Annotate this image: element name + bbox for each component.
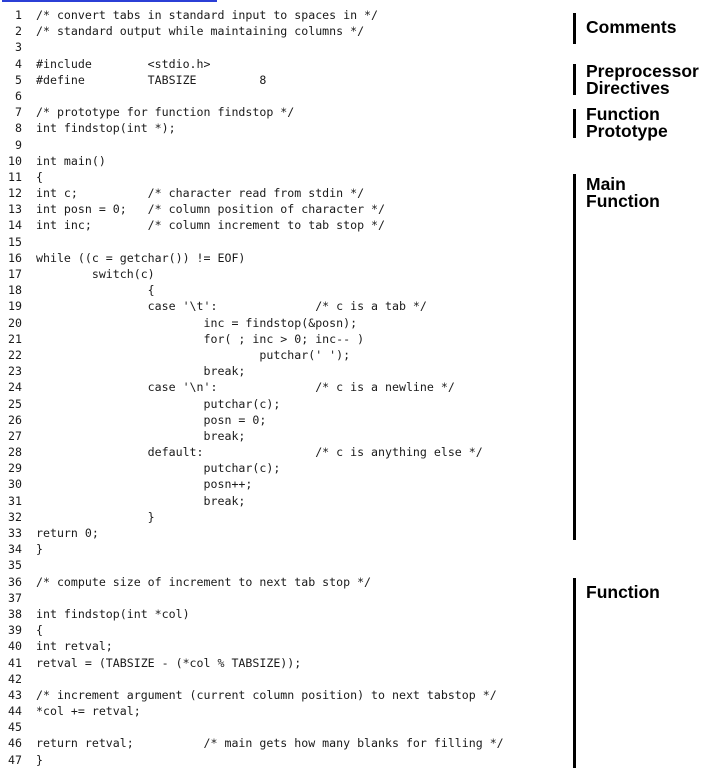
line-number: 32: [8, 509, 22, 524]
main-function-label: Main Function: [586, 174, 660, 211]
code-line: [0, 72, 600, 88]
code-line: [0, 606, 600, 622]
code-line: [0, 298, 600, 314]
line-number: 33: [8, 526, 22, 540]
code-text: }: [36, 542, 43, 557]
line-number: 26: [8, 412, 22, 427]
line-number: 11: [8, 169, 22, 184]
code-line: [0, 120, 600, 136]
line-number: 1: [15, 8, 22, 22]
code-text: int inc; /* column increment to tab stop */: [36, 218, 386, 233]
main-function-bracket: [573, 174, 576, 540]
line-number: 46: [8, 736, 22, 751]
line-number: 41: [8, 655, 22, 670]
code-line: [0, 541, 600, 557]
code-line: [0, 525, 600, 541]
code-line: [0, 476, 600, 492]
code-text: int posn = 0; /* column position of character */: [36, 202, 386, 217]
code-line: [0, 23, 600, 39]
code-line: [0, 460, 600, 476]
code-line: [0, 703, 600, 719]
code-text: putchar(' ');: [36, 347, 351, 362]
code-text: }: [36, 752, 43, 767]
line-number: 7: [15, 105, 22, 120]
code-text: inc = findstop(&posn);: [36, 315, 358, 330]
code-line: [0, 234, 600, 250]
line-number: 31: [8, 493, 22, 508]
line-number: 43: [8, 687, 22, 702]
code-text: posn = 0;: [36, 412, 267, 427]
code-line: [0, 428, 600, 444]
line-number: 27: [8, 428, 22, 443]
line-number: 6: [15, 88, 22, 103]
code-text: switch(c): [36, 267, 155, 281]
code-text: int retval;: [36, 639, 113, 654]
code-text: int c; /* character read from stdin */: [36, 186, 365, 201]
line-number: 42: [8, 671, 22, 686]
code-text: /* convert tabs in standard input to spaces in */: [36, 8, 379, 22]
comments-label: Comments: [586, 17, 677, 37]
line-number: 45: [8, 720, 22, 735]
code-text: return 0;: [36, 526, 99, 540]
line-number: 36: [8, 574, 22, 589]
code-text: break;: [36, 364, 246, 379]
code-text: /* increment argument (current column position) to next tabstop */: [36, 687, 497, 702]
code-line: [0, 493, 600, 509]
prototype-label: Function Prototype: [586, 104, 668, 141]
line-number: 13: [8, 202, 22, 217]
function-bracket: [573, 578, 576, 768]
code-text: {: [36, 169, 43, 184]
line-number: 37: [8, 590, 22, 605]
code-text: /* compute size of increment to next tab stop */: [36, 574, 372, 589]
line-number: 44: [8, 704, 22, 719]
code-line: [0, 88, 600, 104]
code-line: [0, 379, 600, 395]
code-line: [0, 687, 600, 703]
code-text: {: [36, 283, 155, 298]
code-line: [0, 396, 600, 412]
code-text: int findstop(int *);: [36, 121, 176, 136]
code-line: [0, 315, 600, 331]
line-number: 22: [8, 347, 22, 362]
code-line: [0, 250, 600, 266]
code-text: }: [36, 509, 155, 524]
line-number: 14: [8, 218, 22, 233]
code-line: [0, 735, 600, 751]
code-line: [0, 282, 600, 298]
line-number: 23: [8, 364, 22, 379]
code-text: int main(): [36, 153, 106, 168]
line-number: 20: [8, 315, 22, 330]
line-number: 2: [15, 24, 22, 39]
code-line: [0, 509, 600, 525]
code-text: while ((c = getchar()) != EOF): [36, 250, 246, 265]
line-number: 38: [8, 606, 22, 621]
code-listing: [0, 7, 600, 768]
line-number: 12: [8, 186, 22, 201]
code-text: return retval; /* main gets how many blanks for filling */: [36, 736, 504, 751]
code-line: [0, 331, 600, 347]
line-number: 17: [8, 267, 22, 281]
code-line: [0, 137, 600, 153]
code-line: [0, 169, 600, 185]
comments-bracket: [573, 13, 576, 44]
code-text: putchar(c);: [36, 461, 281, 476]
code-line: [0, 347, 600, 363]
code-text: putchar(c);: [36, 396, 281, 411]
line-number: 21: [8, 331, 22, 346]
line-number: 3: [15, 40, 22, 55]
line-number: 47: [8, 752, 22, 767]
code-text: {: [36, 623, 43, 638]
code-line: [0, 217, 600, 233]
code-line: [0, 655, 600, 671]
preprocessor-bracket: [573, 64, 576, 95]
prototype-bracket: [573, 109, 576, 138]
function-label: Function: [586, 582, 660, 602]
code-text: case '\n': /* c is a newline */: [36, 380, 455, 395]
code-line: [0, 444, 600, 460]
code-line: [0, 56, 600, 72]
line-number: 34: [8, 542, 22, 557]
code-line: [0, 412, 600, 428]
line-number: 35: [8, 558, 22, 573]
code-line: [0, 574, 600, 590]
code-line: [0, 7, 600, 23]
preprocessor-label: Preprocessor Directives: [586, 61, 699, 98]
code-text: break;: [36, 493, 246, 508]
code-text: int findstop(int *col): [36, 606, 190, 621]
code-text: #include <stdio.h>: [36, 56, 211, 71]
code-line: [0, 638, 600, 654]
code-text: posn++;: [36, 477, 253, 492]
top-link-underline: [2, 0, 217, 2]
line-number: 5: [15, 72, 22, 87]
code-line: [0, 557, 600, 573]
line-number: 15: [8, 234, 22, 249]
line-number: 9: [15, 137, 22, 152]
code-line: [0, 39, 600, 55]
code-text: retval = (TABSIZE - (*col % TABSIZE));: [36, 655, 302, 670]
code-line: [0, 363, 600, 379]
code-line: [0, 153, 600, 169]
code-line: [0, 266, 600, 282]
line-number: 19: [8, 299, 22, 314]
line-number: 4: [15, 56, 22, 71]
line-number: 25: [8, 396, 22, 411]
line-number: 39: [8, 623, 22, 638]
code-text: /* prototype for function findstop */: [36, 105, 295, 120]
code-text: for( ; inc > 0; inc-- ): [36, 331, 365, 346]
line-number: 29: [8, 461, 22, 476]
line-number: 10: [8, 153, 22, 168]
code-line: [0, 201, 600, 217]
code-text: break;: [36, 428, 246, 443]
code-text: /* standard output while maintaining columns */: [36, 24, 365, 39]
code-line: [0, 590, 600, 606]
line-number: 30: [8, 477, 22, 492]
code-line: [0, 185, 600, 201]
code-line: [0, 104, 600, 120]
line-number: 16: [8, 250, 22, 265]
code-line: [0, 752, 600, 768]
code-text: #define TABSIZE 8: [36, 72, 267, 87]
code-line: [0, 622, 600, 638]
line-number: 24: [8, 380, 22, 395]
code-line: [0, 671, 600, 687]
line-number: 18: [8, 283, 22, 298]
line-number: 40: [8, 639, 22, 654]
code-text: *col += retval;: [36, 704, 141, 719]
line-number: 8: [15, 121, 22, 136]
code-line: [0, 719, 600, 735]
line-number: 28: [8, 445, 22, 460]
code-text: case '\t': /* c is a tab */: [36, 299, 427, 314]
code-text: default: /* c is anything else */: [36, 445, 483, 460]
